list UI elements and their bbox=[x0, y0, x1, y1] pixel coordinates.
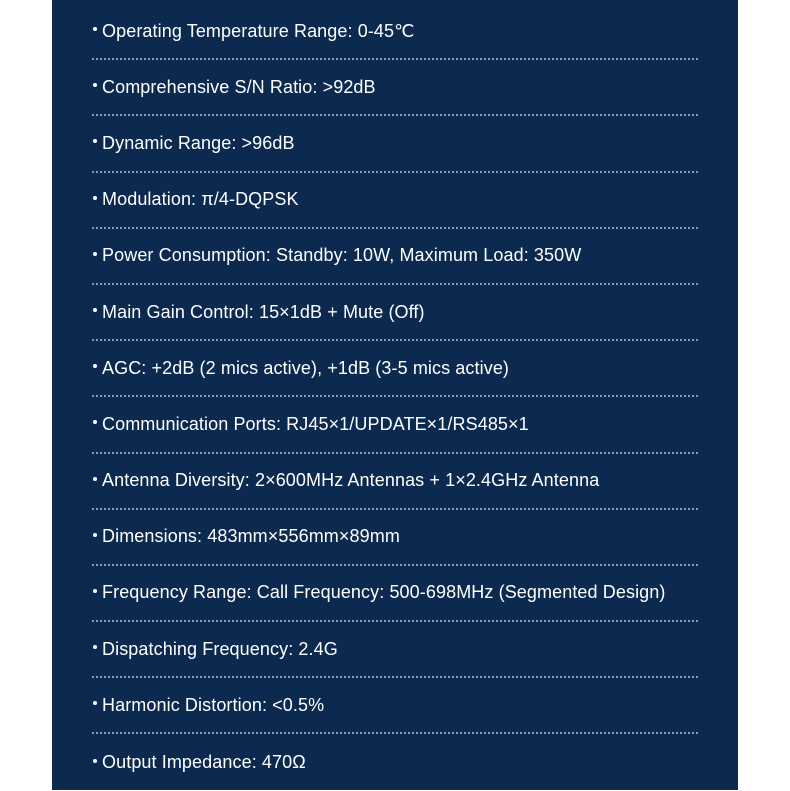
spec-text: Comprehensive S/N Ratio: >92dB bbox=[102, 76, 376, 97]
spec-text: Dynamic Range: >96dB bbox=[102, 132, 295, 153]
bullet-icon bbox=[93, 533, 97, 537]
spec-item-power-consumption bbox=[92, 229, 698, 285]
spec-item-frequency-range bbox=[92, 566, 698, 622]
bullet-icon bbox=[93, 252, 97, 256]
bullet-icon bbox=[93, 589, 97, 593]
spec-item-main-gain-control bbox=[92, 285, 698, 341]
bullet-icon bbox=[93, 759, 97, 763]
spec-item-modulation bbox=[92, 173, 698, 229]
spec-item-communication-ports bbox=[92, 397, 698, 453]
spec-text: Modulation: π/4-DQPSK bbox=[102, 189, 299, 210]
spec-text: Power Consumption: Standby: 10W, Maximum Load: 350W bbox=[102, 245, 582, 266]
bullet-icon bbox=[93, 701, 97, 705]
spec-text: Harmonic Distortion: <0.5% bbox=[102, 694, 325, 715]
spec-item-sn-ratio bbox=[92, 60, 698, 116]
spec-text: Dispatching Frequency: 2.4G bbox=[102, 638, 338, 659]
spec-panel bbox=[52, 0, 738, 790]
spec-text: Operating Temperature Range: 0-45℃ bbox=[102, 20, 415, 41]
bullet-icon bbox=[93, 308, 97, 312]
spec-item-harmonic-distortion bbox=[92, 678, 698, 734]
spec-text: Main Gain Control: 15×1dB + Mute (Off) bbox=[102, 301, 425, 322]
spec-text: Output Impedance: 470Ω bbox=[102, 752, 306, 773]
bullet-icon bbox=[93, 83, 97, 87]
spec-item-antenna-diversity bbox=[92, 454, 698, 510]
bullet-icon bbox=[93, 196, 97, 200]
bullet-icon bbox=[93, 420, 97, 424]
spec-item-dynamic-range bbox=[92, 116, 698, 172]
bullet-icon bbox=[93, 27, 97, 31]
spec-item-output-impedance bbox=[92, 734, 698, 790]
bullet-icon bbox=[93, 364, 97, 368]
bullet-icon bbox=[93, 477, 97, 481]
bullet-icon bbox=[93, 645, 97, 649]
spec-text: Communication Ports: RJ45×1/UPDATE×1/RS485×1 bbox=[102, 413, 529, 434]
spec-item-dispatching-frequency bbox=[92, 622, 698, 678]
spec-text: Antenna Diversity: 2×600MHz Antennas + 1×2.4GHz Antenna bbox=[102, 470, 600, 491]
spec-text: AGC: +2dB (2 mics active), +1dB (3-5 mics active) bbox=[102, 357, 510, 378]
spec-text: Frequency Range: Call Frequency: 500-698MHz (Segmented Design) bbox=[102, 582, 666, 603]
spec-item-dimensions bbox=[92, 510, 698, 566]
spec-text: Dimensions: 483mm×556mm×89mm bbox=[102, 526, 400, 547]
spec-item-operating-temperature bbox=[92, 4, 698, 60]
spec-list bbox=[92, 4, 698, 791]
bullet-icon bbox=[93, 139, 97, 143]
spec-item-agc bbox=[92, 341, 698, 397]
